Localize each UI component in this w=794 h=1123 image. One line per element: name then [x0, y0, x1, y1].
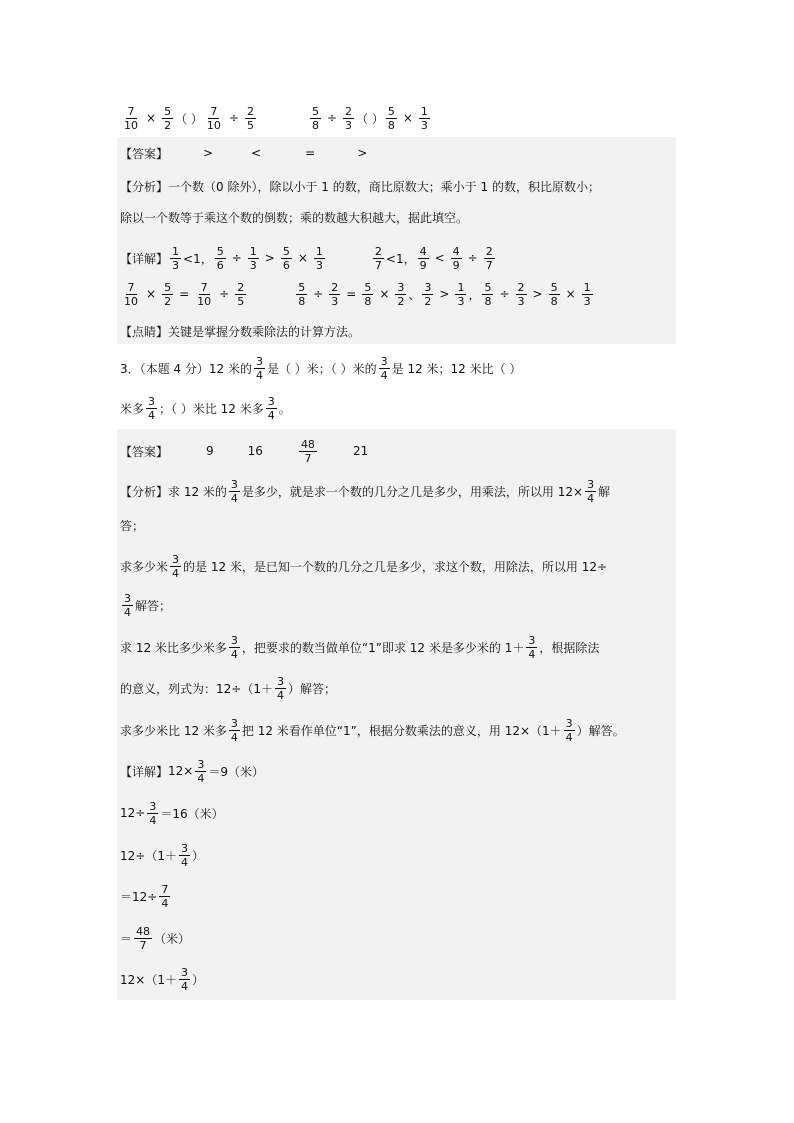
- text-segment: 3．（本题 4 分）12 米的: [120, 361, 252, 376]
- text-segment: 12÷（1＋: [120, 848, 177, 863]
- text-segment: =: [346, 287, 357, 301]
- fraction: [229, 478, 240, 505]
- text-segment: 5: [550, 280, 558, 294]
- text-segment: ）: [191, 848, 204, 863]
- text-segment: 3: [230, 477, 238, 491]
- text-segment: 8: [364, 294, 372, 308]
- text-segment: 5: [484, 280, 492, 294]
- text-segment: 关键是掌握分数乘除法的计算方法。: [168, 324, 361, 339]
- fraction: [482, 281, 493, 308]
- text-segment: ÷: [326, 111, 338, 125]
- q3-detail-5: [120, 918, 190, 958]
- text-segment: 3: [230, 716, 238, 730]
- answer-blank: （ ）: [356, 111, 384, 126]
- fraction: [549, 281, 560, 308]
- text-segment: 答；: [120, 518, 145, 533]
- text-segment: 2: [485, 244, 493, 258]
- q3-question-line2: [120, 388, 291, 428]
- text-segment: 是多少，就是求一个数的几分之几是多少，用乘法，所以用 12×: [241, 484, 584, 499]
- text-segment: 4: [230, 491, 238, 505]
- q3-analysis-p2: [120, 546, 607, 586]
- q3-analysis-p4: [120, 710, 625, 750]
- analysis-label: 【分析】: [120, 484, 169, 499]
- text-segment: 3: [267, 394, 275, 408]
- text-segment: 求多少米: [120, 559, 169, 574]
- text-segment: ÷: [219, 287, 230, 301]
- fraction: [215, 245, 226, 272]
- text-segment: 求多少米比 12 米多: [120, 723, 227, 738]
- text-segment: 2: [374, 244, 382, 258]
- answer-item: <: [251, 146, 262, 160]
- fraction: [122, 281, 140, 308]
- answer-label: 【答案】: [120, 146, 169, 161]
- text-segment: 48: [300, 437, 315, 451]
- q3-analysis-p2-cont: [120, 585, 171, 625]
- text-segment: 、: [408, 287, 421, 302]
- fraction: [179, 842, 190, 869]
- text-segment: 2: [237, 280, 245, 294]
- text-segment: 4: [230, 730, 238, 744]
- text-segment: 2: [397, 294, 405, 308]
- fraction: [146, 395, 157, 422]
- text-segment: 3: [180, 841, 188, 855]
- text-segment: 7: [210, 104, 218, 118]
- text-segment: 4: [180, 979, 188, 993]
- text-segment: 3: [255, 354, 263, 368]
- text-segment: 48: [136, 924, 151, 938]
- text-segment: 4: [255, 368, 263, 382]
- q3-answer-line: [120, 431, 368, 471]
- q2-key-point: [120, 311, 360, 351]
- text-segment: 12÷: [120, 806, 146, 820]
- fraction: [134, 925, 152, 952]
- answer-item: 21: [352, 444, 369, 458]
- text-segment: ×: [402, 111, 413, 125]
- text-segment: >: [264, 251, 275, 265]
- text-segment: 5: [164, 104, 172, 118]
- q3-detail-2: [120, 793, 224, 833]
- fraction: [179, 966, 190, 993]
- text-segment: 5: [387, 104, 395, 118]
- text-segment: 5: [364, 280, 372, 294]
- text-segment: 1: [457, 280, 465, 294]
- text-segment: ÷: [313, 287, 324, 301]
- text-segment: 8: [311, 118, 319, 132]
- text-segment: ÷: [228, 111, 239, 125]
- text-segment: 3: [172, 552, 180, 566]
- text-segment: 3: [424, 280, 432, 294]
- text-segment: ）解答；: [287, 681, 336, 696]
- text-segment: 除以一个数等于乘这个数的倒数；乘的数越大积越大，据此填空。: [120, 210, 469, 225]
- text-segment: 米多: [120, 401, 145, 416]
- text-segment: 5: [237, 294, 245, 308]
- text-segment: 4: [180, 855, 188, 869]
- text-segment: ）解答。: [576, 723, 625, 738]
- q3-analysis-p1-cont: [120, 505, 144, 545]
- q3-detail-3: [120, 835, 204, 875]
- text-segment: ÷: [499, 287, 510, 301]
- fraction: [122, 592, 133, 619]
- text-segment: 4: [419, 244, 427, 258]
- detail-label: 【详解】: [120, 251, 169, 266]
- text-segment: 是（ ）米；（ ）米的: [266, 361, 377, 376]
- text-segment: 3: [149, 799, 157, 813]
- fraction: [122, 105, 140, 132]
- text-segment: 3: [457, 294, 465, 308]
- text-segment: 8: [298, 294, 306, 308]
- text-segment: 2: [164, 118, 172, 132]
- text-segment: 3: [197, 757, 205, 771]
- text-segment: >: [439, 287, 450, 301]
- fraction: [314, 245, 325, 272]
- text-segment: >: [532, 287, 543, 301]
- text-segment: ×: [379, 287, 390, 301]
- fraction: [170, 553, 181, 580]
- text-segment: 4: [197, 771, 205, 785]
- text-segment: 3: [315, 258, 323, 272]
- fraction: [162, 105, 173, 132]
- q2-comparison-line: [120, 98, 432, 138]
- q2-detail-row1: [120, 238, 497, 278]
- text-segment: ，根据除法: [539, 640, 600, 655]
- fraction: [564, 717, 575, 744]
- q3-question-line1: [120, 348, 521, 388]
- q3-analysis-p3: [120, 627, 599, 667]
- text-segment: <: [434, 251, 445, 265]
- text-segment: 3: [148, 394, 156, 408]
- text-segment: ，: [468, 287, 481, 302]
- text-segment: 6: [282, 258, 290, 272]
- text-segment: 2: [164, 294, 172, 308]
- fraction: [229, 634, 240, 661]
- text-segment: 4: [161, 896, 169, 910]
- text-segment: 求 12 米比多少米多: [120, 640, 227, 655]
- q2-analysis-line2: [120, 197, 468, 237]
- fraction: [329, 281, 340, 308]
- text-segment: 1: [420, 104, 428, 118]
- fraction: [585, 478, 596, 505]
- fraction: [170, 245, 181, 272]
- text-segment: 3: [249, 258, 257, 272]
- key-label: 【点睛】: [120, 324, 169, 339]
- text-segment: 12×: [168, 764, 194, 778]
- analysis-label: 【分析】: [120, 179, 169, 194]
- fraction: [195, 758, 206, 785]
- text-segment: 9: [452, 258, 460, 272]
- fraction: [526, 634, 537, 661]
- answer-item: >: [203, 146, 214, 160]
- fraction: [275, 675, 286, 702]
- answer-item: >: [357, 146, 368, 160]
- text-segment: 3: [397, 280, 405, 294]
- fraction: [281, 245, 292, 272]
- text-segment: 是 12 米；12 米比（ ）: [391, 361, 522, 376]
- text-segment: 4: [528, 647, 536, 661]
- detail-label: 【详解】: [120, 764, 169, 779]
- fraction: [159, 883, 170, 910]
- text-segment: 2: [424, 294, 432, 308]
- text-segment: ＝12÷: [120, 889, 158, 904]
- text-segment: 4: [124, 605, 131, 619]
- text-segment: 3: [565, 716, 573, 730]
- text-segment: 5: [246, 118, 254, 132]
- fraction: [343, 105, 354, 132]
- fraction: [229, 717, 240, 744]
- text-segment: 8: [550, 294, 558, 308]
- text-segment: 1: [315, 244, 323, 258]
- text-segment: 4: [276, 688, 284, 702]
- fraction: [296, 281, 307, 308]
- text-segment: 3: [528, 633, 536, 647]
- text-segment: 4: [565, 730, 573, 744]
- fraction: [248, 245, 259, 272]
- text-segment: 9: [419, 258, 427, 272]
- fraction: [162, 281, 173, 308]
- text-segment: 一个数（0 除外），除以小于 1 的数，商比原数大；乘小于 1 的数，积比原数小；: [168, 179, 600, 194]
- text-segment: 4: [148, 408, 156, 422]
- text-segment: 3: [345, 118, 353, 132]
- text-segment: ÷: [467, 251, 478, 265]
- text-segment: ＝9（米）: [208, 764, 264, 779]
- fraction: [254, 355, 265, 382]
- fraction: [418, 245, 429, 272]
- text-segment: 10: [124, 294, 138, 308]
- answer-item: 16: [247, 444, 263, 458]
- text-segment: 1: [172, 244, 180, 258]
- text-segment: 3: [380, 354, 388, 368]
- text-segment: 。: [278, 401, 291, 416]
- q3-analysis-p1: [120, 471, 610, 511]
- text-segment: 7: [304, 451, 312, 465]
- text-segment: ＝: [120, 931, 133, 946]
- text-segment: ，把要求的数当做单位“1”即求 12 米是多少米的 1＋: [241, 640, 525, 655]
- text-segment: ×: [146, 111, 157, 125]
- text-segment: 10: [124, 118, 138, 132]
- fraction: [379, 355, 390, 382]
- text-segment: 7: [485, 258, 493, 272]
- text-segment: 4: [587, 491, 595, 505]
- q3-detail-6: [120, 959, 204, 999]
- text-segment: ÷: [231, 251, 242, 265]
- fraction: [395, 281, 406, 308]
- fraction: [516, 281, 527, 308]
- text-segment: 2: [345, 104, 353, 118]
- q2-detail-row2: [120, 274, 595, 314]
- text-segment: 4: [267, 408, 275, 422]
- q3-analysis-p3-cont: [120, 668, 336, 708]
- text-segment: 6: [216, 258, 224, 272]
- text-segment: 3: [124, 591, 131, 605]
- text-segment: 的意义，列式为：12÷（1＋: [120, 681, 273, 696]
- fraction: [455, 281, 466, 308]
- text-segment: （米）: [154, 931, 191, 946]
- text-segment: 8: [387, 118, 395, 132]
- text-segment: 4: [149, 813, 157, 827]
- text-segment: 8: [484, 294, 492, 308]
- text-segment: 5: [311, 104, 319, 118]
- text-segment: 10: [206, 118, 221, 132]
- text-segment: 7: [127, 280, 135, 294]
- fraction: [451, 245, 462, 272]
- text-segment: 4: [172, 566, 180, 580]
- text-segment: 4: [452, 244, 460, 258]
- text-segment: 7: [127, 104, 135, 118]
- answer-label: 【答案】: [120, 444, 169, 459]
- text-segment: 3: [587, 477, 595, 491]
- fraction: [373, 245, 384, 272]
- text-segment: 5: [164, 280, 172, 294]
- text-segment: =: [179, 287, 190, 301]
- fraction: [484, 245, 495, 272]
- fraction: [235, 281, 246, 308]
- answer-item: =: [305, 146, 316, 160]
- text-segment: ）: [191, 972, 204, 987]
- text-segment: 2: [246, 104, 254, 118]
- text-segment: 7: [200, 280, 208, 294]
- fraction: [362, 281, 373, 308]
- text-segment: 2: [517, 280, 525, 294]
- text-segment: 的是 12 米，是已知一个数的几分之几是多少，求这个数，用除法，所以用 12÷: [183, 559, 608, 574]
- text-segment: 解答；: [135, 598, 172, 613]
- text-segment: ×: [565, 287, 576, 301]
- text-segment: 3: [583, 294, 591, 308]
- fraction: [205, 105, 223, 132]
- text-segment: 7: [161, 882, 169, 896]
- text-segment: 12×（1＋: [120, 972, 177, 987]
- answer-item: 9: [206, 444, 214, 458]
- text-segment: ×: [297, 251, 308, 265]
- text-segment: <1，: [385, 251, 416, 266]
- answer-fraction: [299, 438, 317, 465]
- fraction: [195, 281, 213, 308]
- text-segment: 7: [374, 258, 382, 272]
- text-segment: 3: [420, 118, 428, 132]
- answer-blank: （ ）: [175, 111, 203, 126]
- text-segment: 4: [380, 368, 388, 382]
- fraction: [245, 105, 256, 132]
- fraction: [266, 395, 277, 422]
- text-segment: 3: [276, 674, 284, 688]
- text-segment: ＝16（米）: [160, 806, 224, 821]
- q3-detail-4: [120, 876, 172, 916]
- text-segment: 4: [230, 647, 238, 661]
- text-segment: 5: [282, 244, 290, 258]
- fraction: [310, 105, 321, 132]
- fraction: [419, 105, 430, 132]
- fraction: [386, 105, 397, 132]
- fraction: [147, 800, 158, 827]
- text-segment: 7: [139, 938, 147, 952]
- text-segment: 10: [197, 294, 212, 308]
- q3-detail-1: [120, 751, 264, 791]
- text-segment: 5: [298, 280, 306, 294]
- text-segment: 3: [172, 258, 180, 272]
- text-segment: 3: [517, 294, 525, 308]
- fraction: [582, 281, 593, 308]
- text-segment: 3: [331, 294, 339, 308]
- text-segment: 2: [331, 280, 339, 294]
- text-segment: 3: [230, 633, 238, 647]
- text-segment: ；（ ）米比 12 米多: [159, 401, 264, 416]
- text-segment: 5: [216, 244, 224, 258]
- text-segment: 1: [583, 280, 591, 294]
- text-segment: 解: [598, 484, 611, 499]
- text-segment: ×: [146, 287, 157, 301]
- fraction: [422, 281, 433, 308]
- text-segment: 3: [180, 965, 188, 979]
- text-segment: 求 12 米的: [168, 484, 227, 499]
- text-segment: <1，: [183, 251, 213, 266]
- text-segment: 把 12 米看作单位“1”，根据分数乘法的意义，用 12×（1＋: [241, 723, 562, 738]
- text-segment: 1: [249, 244, 257, 258]
